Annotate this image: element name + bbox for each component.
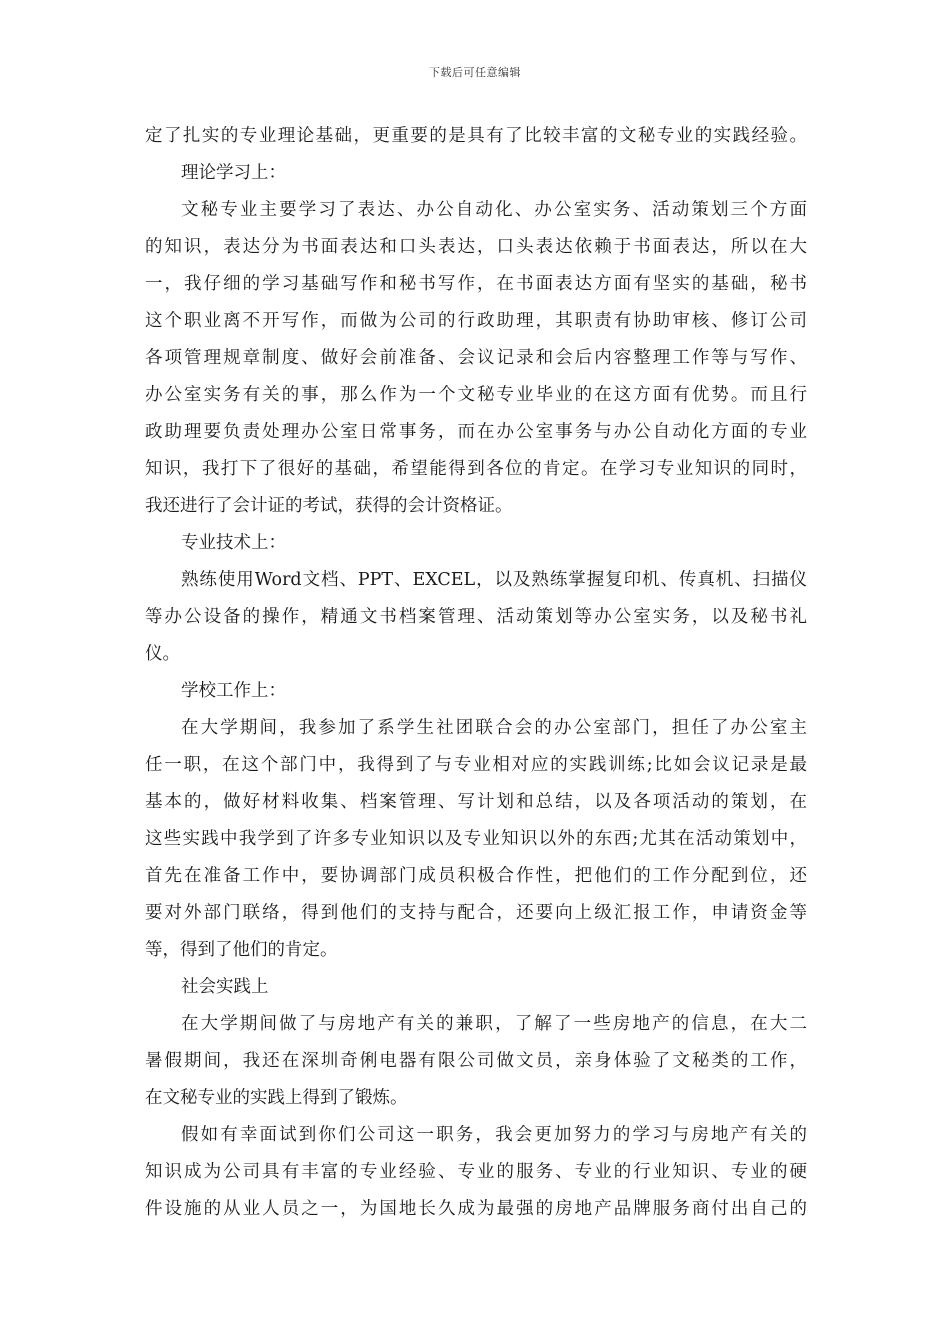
- text-line: 在文秘专业的实践上得到了锻炼。: [145, 1088, 408, 1108]
- text-line: 定了扎实的专业理论基础，更重要的是具有了比较丰富的文秘专业的实践经验。: [145, 126, 807, 146]
- text-line: 专业技术上：: [181, 533, 286, 553]
- document-body: [145, 118, 807, 1228]
- text-line: 基本的，做好材料收集、档案管理、写计划和总结，以及各项活动的策划，在: [145, 792, 807, 812]
- text-line: 首先在准备工作中，要协调部门成员积极合作性，把他们的工作分配到位，还: [145, 866, 807, 886]
- text-line: 的知识，表达分为书面表达和口头表达，口头表达依赖于书面表达，所以在大: [145, 237, 807, 257]
- text-line: 社会实践上: [181, 977, 269, 997]
- text-line: 这些实践中我学到了许多专业知识以及专业知识以外的东西;尤其在活动策划中，: [145, 829, 807, 849]
- text-line: 暑假期间，我还在深圳奇俐电器有限公司做文员，亲身体验了文秘类的工作，: [145, 1051, 807, 1071]
- text-line: 等办公设备的操作，精通文书档案管理、活动策划等办公室实务，以及秘书礼: [145, 607, 807, 627]
- text-line: 知识成为公司具有丰富的专业经验、专业的服务、专业的行业知识、专业的硬: [145, 1162, 807, 1182]
- text-line: 各项管理规章制度、做好会前准备、会议记录和会后内容整理工作等与写作、: [145, 348, 807, 368]
- text-line: 要对外部门联络，得到他们的支持与配合，还要向上级汇报工作，申请资金等: [145, 903, 807, 923]
- text-line: 假如有幸面试到你们公司这一职务，我会更加努力的学习与房地产有关的: [181, 1125, 807, 1145]
- text-line: 理论学习上：: [181, 163, 286, 183]
- text-line: 这个职业离不开写作，而做为公司的行政助理，其职责有协助审核、修订公司: [145, 311, 807, 331]
- text-line: 政助理要负责处理办公室日常事务，而在办公室事务与办公自动化方面的专业: [145, 422, 807, 442]
- text-line: 熟练使用Word文档、PPT、EXCEL，以及熟练掌握复印机、传真机、扫描仪: [181, 570, 807, 590]
- text-line: 知识，我打下了很好的基础，希望能得到各位的肯定。在学习专业知识的同时，: [145, 459, 807, 479]
- text-line: 件设施的从业人员之一，为国地长久成为最强的房地产品牌服务商付出自己的: [145, 1199, 807, 1219]
- text-line: 在大学期间做了与房地产有关的兼职，了解了一些房地产的信息，在大二: [181, 1014, 807, 1034]
- page-header: 下载后可任意编辑: [429, 66, 521, 79]
- text-line: 等，得到了他们的肯定。: [145, 940, 338, 960]
- text-line: 任一职，在这个部门中，我得到了与专业相对应的实践训练;比如会议记录是最: [145, 755, 807, 775]
- text-line: 文秘专业主要学习了表达、办公自动化、办公室实务、活动策划三个方面: [181, 200, 807, 220]
- text-line: 我还进行了会计证的考试，获得的会计资格证。: [145, 496, 513, 516]
- text-line: 学校工作上：: [181, 681, 286, 701]
- text-line: 仪。: [145, 644, 180, 664]
- text-line: 办公室实务有关的事，那么作为一个文秘专业毕业的在这方面有优势。而且行: [145, 385, 807, 405]
- text-line: 在大学期间，我参加了系学生社团联合会的办公室部门，担任了办公室主: [181, 718, 807, 738]
- text-line: 一，我仔细的学习基础写作和秘书写作，在书面表达方面有坚实的基础，秘书: [145, 274, 807, 294]
